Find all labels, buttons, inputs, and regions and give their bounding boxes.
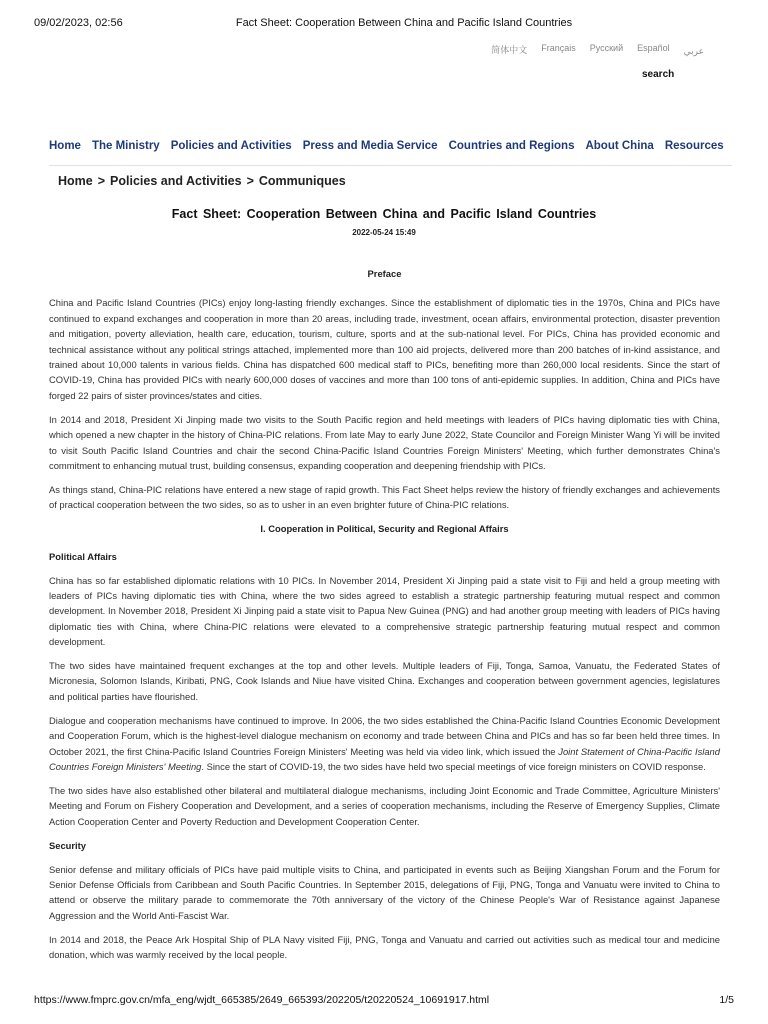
joint-statement-title: Joint Statement of China-Pacific Island Countries Foreign Ministers' Meeting [49, 745, 720, 772]
nav-item-the-ministry[interactable]: The Ministry [91, 140, 160, 152]
paragraph: In 2014 and 2018, the Peace Ark Hospital Ship of PLA Navy visited Fiji, PNG, Tonga and Vanuatu and carried out activities such as medical tour and medicine donation, which was warmly received by the local people. [49, 933, 720, 961]
language-french[interactable]: Français [541, 43, 576, 53]
paragraph [49, 713, 720, 775]
language-russian[interactable]: Русский [589, 43, 624, 53]
breadcrumb-policies-and-activities[interactable]: Policies and Activities [110, 174, 242, 188]
breadcrumb-separator: > [246, 174, 254, 188]
print-url: https://www.fmprc.gov.cn/mfa_eng/wjdt_665385/2649_665393/202205/t20220524_10691917.html [34, 994, 490, 1006]
search-link[interactable]: search [642, 69, 675, 80]
print-title: Fact Sheet: Cooperation Between China and Pacific Island Countries [235, 17, 573, 29]
article-date: 2022-05-24 15:49 [352, 228, 416, 237]
paragraph: China has so far established diplomatic relations with 10 PICs. In November 2014, President Xi Jinping paid a state visit to Fiji and held a group meeting with leaders of PICs having diplomatic ties with China, where the two sides agreed to establish a strategic partnership featuring mutual respect and common development. In November 2018, President Xi Jinping paid a state visit to Papua New Guinea (PNG) and had another group meeting with leaders of PICs having diplomatic ties with China, where China-PIC relations were elevated to a comprehensive strategic partnership featuring mutual respect and common development. [49, 574, 720, 648]
breadcrumb-separator: > [97, 174, 106, 188]
paragraph-text: . Since the start of COVID-19, the two sides have held two special meetings of vice foreign ministers on COVID response. [201, 760, 706, 772]
breadcrumb-communiques[interactable]: Communiques [258, 174, 346, 188]
print-footer [34, 994, 734, 1008]
nav-item-policies-and-activities[interactable]: Policies and Activities [170, 140, 292, 152]
subsection-heading-security: Security [49, 839, 86, 851]
paragraph: In 2014 and 2018, President Xi Jinping made two visits to the South Pacific region and held meetings with leaders of PICs having diplomatic ties with China, which opened a new chapter in the history of China-PIC relations. From late May to early June 2022, State Councilor and Foreign Minister Wang Yi will be invited to visit South Pacific Island Countries and chair the second China-Pacific Island Countries Foreign Ministers' Meeting, which further demonstrates China's commitment to enhancing mutual trust, building consensus, expanding cooperation and deepening friendship with PICs. [49, 413, 720, 471]
subsection-heading-political-affairs: Political Affairs [49, 550, 117, 562]
section-heading: I. Cooperation in Political, Security and Regional Affairs [260, 523, 509, 535]
preface-heading: Preface [367, 268, 402, 279]
nav-item-about-china[interactable]: About China [585, 140, 654, 152]
paragraph-text: Dialogue and cooperation mechanisms have continued to improve. In 2006, the two sides established the China-Pacific Island Countries Economic Development and Cooperation Forum, which is the highest-level dialogue mechanism on economy and trade between China and PICs and has so far been held three times. In October 2021, the first China-Pacific Island Countries Foreign Ministers' Meeting was held via video link, which issued the [49, 714, 720, 757]
nav-item-press-and-media-service[interactable]: Press and Media Service [302, 140, 438, 152]
breadcrumb [58, 174, 346, 188]
page-number: 1/5 [719, 994, 734, 1006]
article-title: Fact Sheet: Cooperation Between China and Pacific Island Countries [171, 207, 597, 221]
nav-item-resources[interactable]: Resources [664, 140, 724, 152]
main-nav [49, 140, 732, 166]
article-body [49, 266, 720, 971]
paragraph: China and Pacific Island Countries (PICs) enjoy long-lasting friendly exchanges. Since the establishment of diplomatic ties in the 1970s, China and PICs have continued to expand exchanges and cooperation in more than 20 areas, including trade, investment, ocean affairs, environmental protection, disaster prevention and mitigation, poverty alleviation, health care, education, tourism, culture, sports and at the sub-national level. For PICs, China has provided economic and technical assistance without any political strings attached, implemented more than 100 aid projects, delivered more than 200 batches of in-kind assistance, and trained about 10,000 talents in various fields. China has dispatched 600 medical staff to PICs, benefiting more than 260,000 local residents. Since the start of COVID-19, China has provided PICs with nearly 600,000 doses of vaccines and more than 100 tons of anti-epidemic supplies. In addition, China and PICs have forged 22 pairs of sister provinces/states and cities. [49, 297, 720, 401]
language-bar [491, 43, 704, 56]
paragraph: The two sides have also established other bilateral and multilateral dialogue mechanisms, including Joint Economic and Trade Committee, Agriculture Ministers' Meeting and Forum on Fishery Cooperation and Development, and a series of cooperation mechanisms, including the Reserve of Emergency Supplies, Climate Action Cooperation Center and Poverty Reduction and Development Cooperation Center. [49, 784, 720, 827]
print-date: 09/02/2023, 02:56 [34, 17, 123, 29]
language-arabic[interactable]: عربي [683, 46, 704, 56]
language-chinese[interactable]: 简体中文 [491, 45, 528, 55]
paragraph: Senior defense and military officials of PICs have paid multiple visits to China, and participated in events such as Beijing Xiangshan Forum and the Forum for Senior Defense Officials from Caribbean and South Pacific Countries. In September 2015, delegations of Fiji, PNG, Tonga and Vanuatu were invited to China to attend or observe the military parade to commemorate the 70th anniversary of the victory of the Chinese People's War of Resistance against Japanese Aggression and the World Anti-Fascist War. [49, 863, 720, 921]
paragraph: The two sides have maintained frequent exchanges at the top and other levels. Multiple leaders of Fiji, Tonga, Samoa, Vanuatu, the Federated States of Micronesia, Solomon Islands, Kiribati, PNG, Cook Islands and Niue have visited China. Exchanges and cooperation between government agencies, legislatures and political parties have flourished. [49, 660, 720, 702]
paragraph: As things stand, China-PIC relations have entered a new stage of rapid growth. This Fact Sheet helps review the history of friendly exchanges and achievements of practical cooperation between the two sides, so as to usher in an even brighter future of China-PIC relations. [49, 483, 720, 511]
nav-item-home[interactable]: Home [49, 140, 81, 152]
breadcrumb-home[interactable]: Home [58, 174, 93, 188]
nav-item-countries-and-regions[interactable]: Countries and Regions [448, 140, 575, 152]
language-spanish[interactable]: Español [637, 43, 670, 53]
print-header [34, 17, 734, 31]
